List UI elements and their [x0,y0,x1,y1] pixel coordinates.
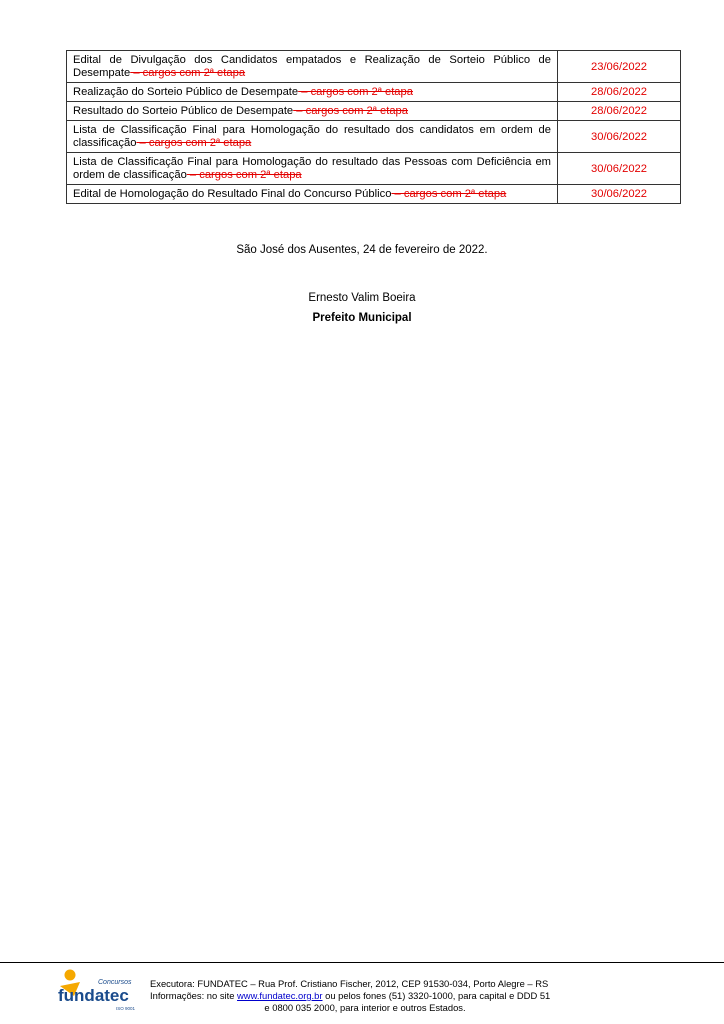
footer-line-2-prefix: Informações: no site [150,990,238,1001]
row-date: 28/06/2022 [558,83,681,102]
struck-note: – cargos com 2ª etapa [136,137,252,149]
row-text: Lista de Classificação Final para Homologação do resultado das Pessoas com Deficiência em ordem de classificação [73,156,551,181]
row-description [67,102,558,121]
row-text: Lista de Classificação Final para Homologação do resultado dos candidatos em ordem de classificação [73,124,551,149]
table-row [67,51,681,83]
row-text: Resultado do Sorteio Público de Desempate [73,105,294,117]
footer-line-1: Executora: FUNDATEC – Rua Prof. Cristiano Fischer, 2012, CEP 91530-034, Porto Alegre – RS [150,978,549,989]
signer-title: Prefeito Municipal [312,312,412,324]
row-date: 23/06/2022 [558,51,681,83]
footer-line-3: e 0800 035 2000, para interior e outros Estados. [264,1002,466,1013]
row-text: Edital de Homologação do Resultado Final do Concurso Público [73,188,392,200]
struck-note: – cargos com 2ª etapa [298,86,413,98]
row-date: 30/06/2022 [558,121,681,153]
logo-dot [65,970,76,981]
table-row [67,153,681,185]
struck-note: – cargos com 2ª etapa [391,188,507,200]
row-text: Edital de Divulgação dos Candidatos empatados e Realização de Sorteio Público de Desempate [73,54,551,79]
footer-divider [0,962,724,963]
row-date: 28/06/2022 [558,102,681,121]
footer-line-2-suffix: ou pelos fones (51) 3320-1000, para capital e DDD 51 [322,990,551,1001]
site-link[interactable]: www.fundatec.org.br [237,990,323,1001]
schedule-table [66,50,681,204]
logo-brand-text: fundatec [58,986,129,1005]
row-description [67,83,558,102]
logo-small-text: Concursos [98,979,132,986]
footer-info [150,978,590,1014]
footer-line-2 [150,990,590,1002]
row-text: Realização do Sorteio Público de Desempate [73,86,299,98]
struck-note: – cargos com 2ª etapa [186,169,302,181]
fundatec-logo [54,966,144,1016]
struck-note: – cargos com 2ª etapa [293,105,408,117]
struck-note: – cargos com 2ª etapa [130,67,246,79]
row-date: 30/06/2022 [558,185,681,204]
row-date: 30/06/2022 [558,153,681,185]
place-date: São José dos Ausentes, 24 de fevereiro de 2022. [236,244,488,256]
signer-name: Ernesto Valim Boeira [308,292,416,304]
row-description [67,153,558,185]
table-row [67,102,681,121]
row-description [67,121,558,153]
row-description [67,51,558,83]
logo-iso-text: ISO 9001 [116,1006,136,1011]
row-description [67,185,558,204]
table-row [67,121,681,153]
table-row [67,83,681,102]
table-row [67,185,681,204]
